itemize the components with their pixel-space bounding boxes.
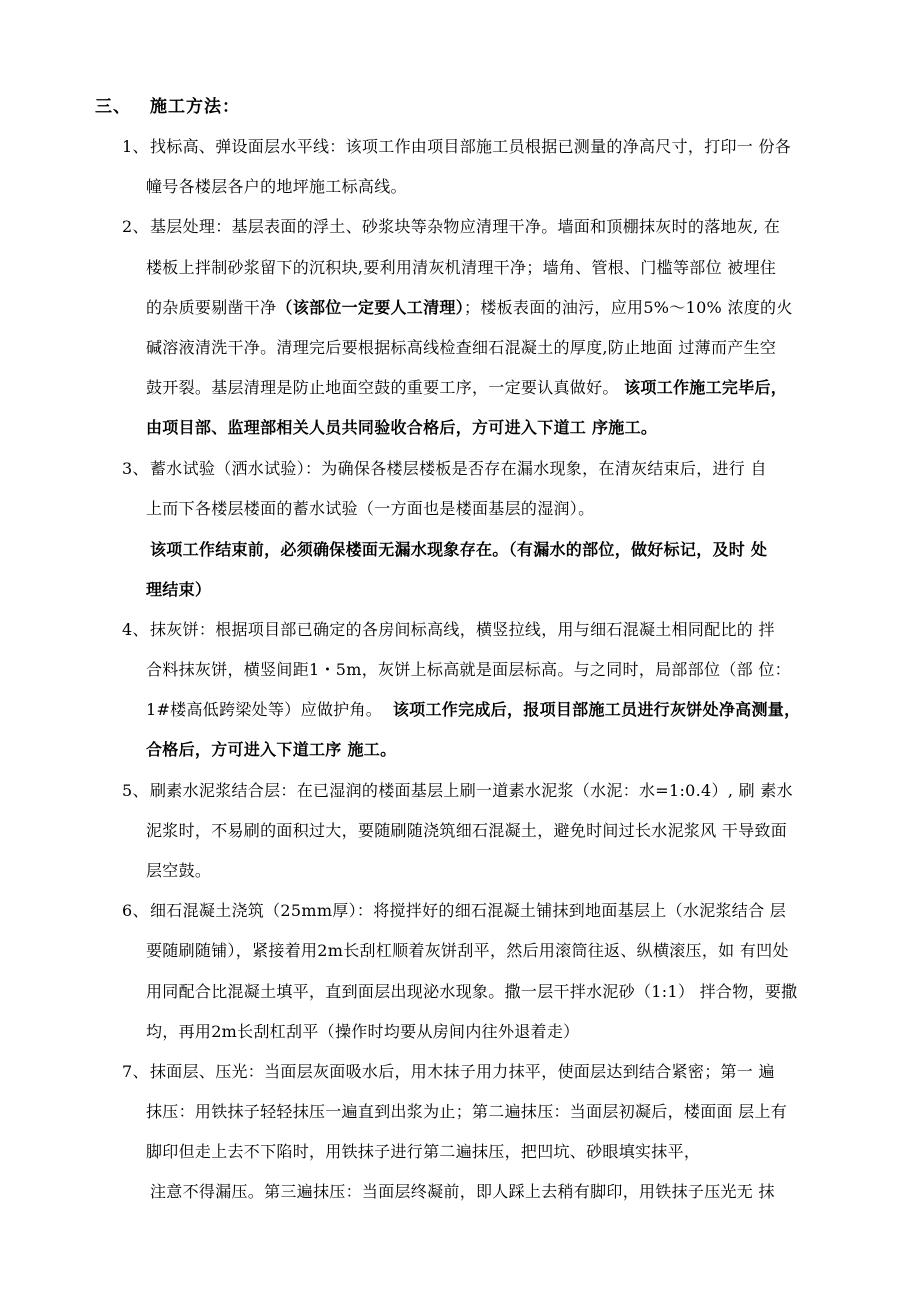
item-5-line-3 — [146, 859, 211, 883]
paragraph-text: 抹灰饼：根据项目部已确定的各房间标高线，横竖拉线，用与细石混凝土相同配比的 拌 — [150, 620, 775, 639]
paragraph-text: 楼板上拌制砂浆留下的沉积块,要利用清灰机清理干净；墙角、管根、门槛等部位 被埋住 — [146, 258, 777, 277]
emphasis-text: 合格后，方可进入下道工序 施工。 — [146, 740, 397, 759]
emphasis-text: 该项工作结束前，必须确保楼面无漏水现象存在。（有漏水的部位，做好标记，及时 处 — [150, 540, 768, 559]
paragraph-text: 脚印但走上去不下陷时，用铁抹子进行第二遍抹压，把凹坑、砂眼填实抹平， — [146, 1142, 701, 1161]
item-7-line-1 — [122, 1060, 775, 1084]
paragraph-text: 抹压：用铁抹子轻轻抹压一遍直到出浆为止；第二遍抹压：当面层初凝后，楼面面 层上有 — [146, 1102, 788, 1121]
paragraph-text: 细石混凝土浇筑（25mm厚）：将搅拌好的细石混凝土铺抹到地面基层上（水泥浆结合 层 — [150, 901, 787, 920]
item-6-line-4 — [146, 1020, 579, 1044]
item-2-line-2 — [146, 256, 776, 280]
item-2-line-1 — [122, 215, 780, 239]
section-heading — [95, 92, 240, 117]
emphasis-text: 该项工作完成后，报项目部施工员进行灰饼处净高测量， — [392, 700, 801, 719]
item-6-line-2 — [146, 939, 789, 963]
paragraph-text: 要随刷随铺），紧接着用2m长刮杠顺着灰饼刮平，然后用滚筒往返、纵横滚压，如 有凹处 — [146, 941, 789, 960]
item-3-line-1 — [122, 457, 767, 481]
section-title: 施工方法： — [150, 97, 240, 117]
paragraph-text: 碱溶液清洗干净。清理完后要根据标高线检查细石混凝土的厚度,防止地面 过薄而产生空 — [146, 338, 777, 357]
emphasis-text: 理结束） — [146, 580, 212, 599]
emphasis-text: 该项工作施工完毕后， — [624, 378, 788, 397]
item-marker: 6、 — [122, 901, 149, 920]
paragraph-text: 1#楼高低跨梁处等）应做护角。 — [146, 700, 383, 719]
item-3-line-2 — [146, 497, 594, 521]
paragraph-text: 层空鼓。 — [146, 861, 212, 880]
paragraph-text: 找标高、弹设面层水平线：该项工作由项目部施工员根据已测量的净高尺寸，打印一 份各 — [150, 137, 792, 156]
paragraph-text: 上而下各楼层楼面的蓄水试验（一方面也是楼面基层的湿润）。 — [146, 499, 595, 518]
paragraph-text: 基层处理：基层表面的浮土、砂浆块等杂物应清理干净。墙面和顶棚抹灰时的落地灰, 在 — [150, 217, 781, 236]
paragraph-text: 注意不得漏压。第三遍抹压：当面层终凝前，即人踩上去稍有脚印，用铁抹子压光无 抹 — [150, 1182, 775, 1201]
item-marker: 4、 — [122, 620, 149, 639]
item-5-line-1 — [122, 779, 793, 803]
paragraph-text: 鼓开裂。基层清理是防止地面空鼓的重要工序，一定要认真做好。 — [146, 378, 619, 397]
item-4-line-4 — [146, 738, 396, 762]
item-3-line-4 — [146, 578, 211, 602]
item-marker: 1、 — [122, 137, 149, 156]
item-7-line-3 — [146, 1140, 700, 1164]
paragraph-text: 用同配合比混凝土填平，直到面层出现泌水现象。撒一层干拌水泥砂（1:1） 拌合物，要撒 — [146, 982, 798, 1001]
paragraph-text: 刷素水泥浆结合层：在已湿润的楼面基层上刷一道素水泥浆（水泥：水=1:0.4）, 刷 素水 — [150, 781, 793, 800]
section-number: 三、 — [95, 97, 131, 117]
item-6-line-1 — [122, 899, 786, 923]
item-4-line-3 — [146, 698, 800, 722]
item-2-line-6 — [146, 416, 657, 440]
item-marker: 3、 — [122, 459, 149, 478]
item-7-line-4 — [150, 1180, 775, 1204]
item-5-line-2 — [146, 819, 787, 843]
item-marker: 5、 — [122, 781, 149, 800]
item-2-line-5 — [146, 376, 787, 400]
emphasis-text: （该部位一定要人工清理） — [276, 298, 465, 317]
item-4-line-1 — [122, 618, 775, 642]
item-1-line-2 — [146, 175, 407, 199]
paragraph-text: 的杂质要剔凿干净 — [146, 298, 277, 317]
paragraph-text: 抹面层、压光：当面层灰面吸水后，用木抹子用力抹平，使面层达到结合紧密；第一 遍 — [150, 1062, 775, 1081]
paragraph-text: 泥浆时，不易刷的面积过大，要随刷随浇筑细石混凝土，避免时间过长水泥浆风 干导致面 — [146, 821, 788, 840]
item-6-line-3 — [146, 980, 797, 1004]
item-7-line-2 — [146, 1100, 787, 1124]
paragraph-text: 幢号各楼层各户的地坪施工标高线。 — [146, 177, 407, 196]
item-3-line-3 — [150, 538, 767, 562]
item-1-line-1 — [122, 135, 791, 159]
item-4-line-2 — [146, 658, 791, 682]
item-marker: 7、 — [122, 1062, 149, 1081]
paragraph-text: 均，再用2m长刮杠刮平（操作时均要从房间内往外退着走） — [146, 1022, 580, 1041]
paragraph-text: 合料抹灰饼，横竖间距1・5m，灰饼上标高就是面层标高。与之同时，局部部位（部 位： — [146, 660, 791, 679]
item-marker: 2、 — [122, 217, 149, 236]
paragraph-text: 蓄水试验（洒水试验）：为确保各楼层楼板是否存在漏水现象，在清灰结束后，进行 自 — [150, 459, 767, 478]
item-2-line-3 — [146, 296, 793, 320]
emphasis-text: 由项目部、监理部相关人员共同验收合格后，方可进入下道工 序施工。 — [146, 418, 658, 437]
item-2-line-4 — [146, 336, 776, 360]
paragraph-text: ；楼板表面的油污，应用5%～10% 浓度的火 — [464, 298, 793, 317]
